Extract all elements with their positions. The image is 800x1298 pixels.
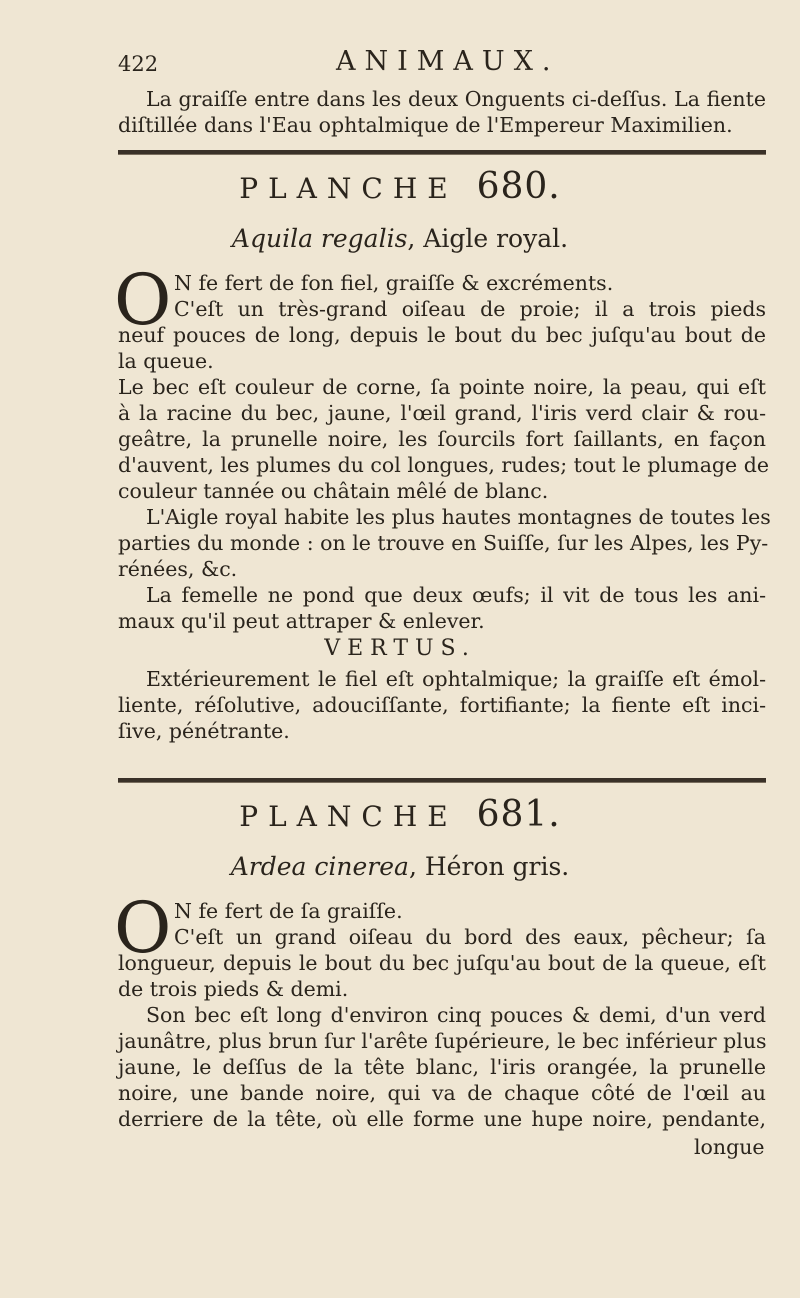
text-line: C'eſt un grand oiſeau du bord des eaux, pêcheur; ſa bbox=[174, 925, 766, 949]
plate-title bbox=[0, 166, 800, 207]
text-line: d'auvent, les plumes du col longues, rudes; tout le plumage de bbox=[118, 453, 769, 477]
text-line: La femelle ne pond que deux œufs; il vit de tous les ani- bbox=[146, 583, 766, 607]
text-line: rénées, &c. bbox=[118, 557, 238, 581]
text-line: de trois pieds & demi. bbox=[118, 977, 349, 1001]
text-line: parties du monde : on le trouve en Suiſſe, ſur les Alpes, les Py- bbox=[118, 531, 769, 555]
latin-name: Ardea cinerea bbox=[230, 852, 409, 881]
text-line: N fe fert de ſa graiſſe. bbox=[174, 899, 403, 923]
drop-cap: O bbox=[114, 259, 172, 341]
running-head: ANIMAUX. bbox=[336, 46, 560, 77]
vertus-heading: VERTUS. bbox=[324, 636, 476, 661]
catchword: longue bbox=[694, 1135, 765, 1159]
text-line: longueur, depuis le bout du bec juſqu'au bout de la queue, eſt bbox=[118, 951, 766, 975]
drop-cap: O bbox=[114, 887, 172, 969]
text-line: Son bec eſt long d'environ cinq pouces & demi, d'un verd bbox=[146, 1003, 766, 1027]
common-name: , Héron gris. bbox=[408, 852, 570, 881]
text-line: L'Aigle royal habite les plus hautes montagnes de toutes les bbox=[146, 505, 771, 529]
species-name bbox=[0, 852, 800, 881]
text-line: maux qu'il peut attraper & enlever. bbox=[118, 609, 485, 633]
text-line: ſive, pénétrante. bbox=[118, 719, 290, 743]
text-line: couleur tannée ou châtain mêlé de blanc. bbox=[118, 479, 549, 503]
plate-title bbox=[0, 794, 800, 835]
species-name bbox=[0, 224, 800, 253]
intro-line: diſtillée dans l'Eau ophtalmique de l'Empereur Maximilien. bbox=[118, 113, 733, 137]
text-line: liente, réſolutive, adouciſſante, fortifiante; la fiente eſt inci- bbox=[118, 693, 766, 717]
page-number: 422 bbox=[118, 52, 159, 76]
common-name: , Aigle royal. bbox=[407, 224, 569, 253]
plate-number: 680. bbox=[476, 166, 561, 207]
text-line: noire, une bande noire, qui va de chaque côté de l'œil au bbox=[118, 1081, 766, 1105]
intro-line: La graiſſe entre dans les deux Onguents ci-deſſus. La fiente bbox=[146, 87, 766, 111]
text-line: jaune, le deſſus de la tête blanc, l'iris orangée, la prunelle bbox=[118, 1055, 766, 1079]
page-header bbox=[118, 46, 758, 82]
text-line: Extérieurement le fiel eſt ophtalmique; la graiſſe eſt émol- bbox=[146, 667, 766, 691]
section-rule bbox=[118, 150, 766, 155]
text-line: jaunâtre, plus brun ſur l'arête ſupérieure, le bec inférieur plus bbox=[118, 1029, 767, 1053]
plate-label: PLANCHE bbox=[239, 800, 458, 833]
plate-number: 681. bbox=[476, 794, 561, 835]
plate-label: PLANCHE bbox=[239, 172, 458, 205]
section-rule bbox=[118, 778, 766, 783]
text-line: derriere de la tête, où elle forme une hupe noire, pendante, bbox=[118, 1107, 766, 1131]
text-line: C'eſt un très-grand oiſeau de proie; il a trois pieds bbox=[174, 297, 766, 321]
latin-name: Aquila regalis bbox=[231, 224, 408, 253]
text-line: geâtre, la prunelle noire, les ſourcils fort ſaillants, en façon bbox=[118, 427, 766, 451]
text-line: Le bec eſt couleur de corne, ſa pointe noire, la peau, qui eſt bbox=[118, 375, 766, 399]
text-line: neuf pouces de long, depuis le bout du bec juſqu'au bout de bbox=[118, 323, 766, 347]
text-line: à la racine du bec, jaune, l'œil grand, l'iris verd clair & rou- bbox=[118, 401, 766, 425]
text-line: N fe fert de fon fiel, graiſſe & excréments. bbox=[174, 271, 614, 295]
text-line: la queue. bbox=[118, 349, 214, 373]
